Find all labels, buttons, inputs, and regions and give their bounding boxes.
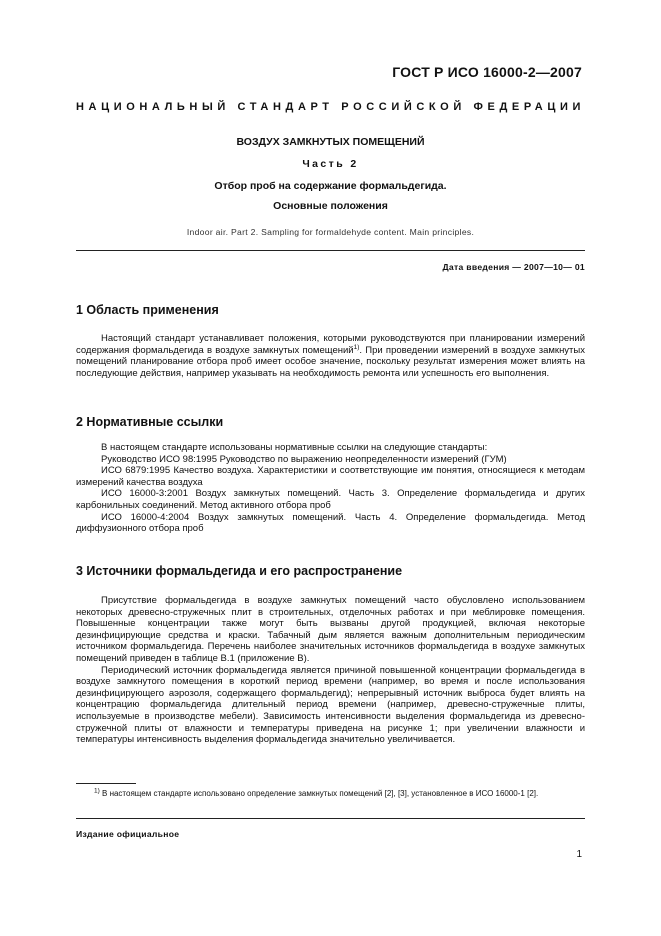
section-3-paragraph-1: Присутствие формальдегида в воздухе замкнутых помещений часто обусловлено использованием некоторых древесно-стружечных плит в строительных, отделочных работах и при меблировке помещения. Повышенные концентрации также могут быть вызваны другой продукцией, включая некоторые дезинфицирующие средства и краски. Табачный дым является важным дополнительным периодическим источником формальдегида. Перечень наиболее значительных источников формальдегида в воздухе замкнутых помещений приведен в таблице В.1 (приложение В). xyxy=(76,595,585,664)
section-3-body xyxy=(76,595,585,746)
section-2-paragraph: В настоящем стандарте использованы нормативные ссылки на следующие стандарты: xyxy=(101,442,488,453)
divider-top xyxy=(76,250,585,251)
title-line-1: ВОЗДУХ ЗАМКНУТЫХ ПОМЕЩЕНИЙ xyxy=(236,136,425,148)
section-2-body xyxy=(76,442,585,535)
reference-item: ИСО 16000-3:2001 Воздух замкнутых помещений. Часть 3. Определение формальдегида и других карбонильных соединений. Метод активного отбора проб xyxy=(76,488,585,511)
section-1-text-a: Настоящий стандарт устанавливает положения, которыми руководствуются при планировании измерений содержания формальдегида в воздухе замкнутых помещений xyxy=(76,333,585,356)
reference-item: Руководство ИСО 98:1995 Руководство по выражению неопределенности измерений (ГУМ) xyxy=(101,453,507,465)
section-3-heading: 3 Источники формальдегида и его распространение xyxy=(76,564,403,578)
footnote-text: В настоящем стандарте использовано определение замкнутых помещений [2], [3], установленное в ИСО 16000-1 [2]. xyxy=(99,789,539,798)
reference-item: ИСО 6879:1995 Качество воздуха. Характеристики и соответствующие им понятия, относящиеся к методам измерений качества воздуха xyxy=(76,465,585,488)
title-english: Indoor air. Part 2. Sampling for formaldehyde content. Main principles. xyxy=(186,227,475,237)
national-standard-banner: НАЦИОНАЛЬНЫЙ СТАНДАРТ РОССИЙСКОЙ ФЕДЕРАЦИИ xyxy=(76,101,585,113)
title-line-4: Основные положения xyxy=(273,200,388,212)
section-3-paragraph-2: Периодический источник формальдегида является причиной повышенной концентрации формальдегида в воздухе замкнутого помещения в короткий период времени (например, во время и после использования дезинфицирующего аэрозоля, содержащего формальдегид); непрерывный источник выброса будет влиять на концентрацию формальдегида длительный период времени (например, древесно-стружечные плиты, используемые в производстве мебели). Зависимость интенсивности выделения формальдегида из древесно-стружечной плиты от влажности и температуры приведена на рисунке 1; при увеличении влажности и температуры интенсивность выделения формальдегида значительно увеличивается. xyxy=(76,664,585,746)
introduction-date: Дата введения — 2007—10— 01 xyxy=(442,262,585,272)
footnote-divider xyxy=(76,783,136,784)
section-2-heading: 2 Нормативные ссылки xyxy=(76,415,224,429)
footnote-ref[interactable]: 1) xyxy=(353,343,360,351)
title-part: Часть 2 xyxy=(302,158,359,170)
section-1-heading: 1 Область применения xyxy=(76,303,219,317)
edition-label: Издание официальное xyxy=(76,829,180,839)
divider-bottom xyxy=(76,818,585,819)
section-1-text-b: . При проведении измерений в воздухе замкнутых помещений планирование отбора проб имеет особое значение, поскольку результат измерения может влиять на последующие действия, например указывать на необходимость ремонта или успешность его выполнения. xyxy=(76,344,585,379)
section-1-paragraph xyxy=(76,333,585,379)
title-line-3: Отбор проб на содержание формальдегида. xyxy=(214,180,447,192)
footnote-marker: 1) xyxy=(94,787,100,795)
footnote xyxy=(76,789,585,800)
reference-item: ИСО 16000-4:2004 Воздух замкнутых помещений. Часть 4. Определение формальдегида. Метод диффузионного отбора проб xyxy=(76,511,585,535)
section-1-body xyxy=(76,333,585,379)
standard-id: ГОСТ Р ИСО 16000-2—2007 xyxy=(392,64,582,80)
page-number: 1 xyxy=(576,849,582,860)
